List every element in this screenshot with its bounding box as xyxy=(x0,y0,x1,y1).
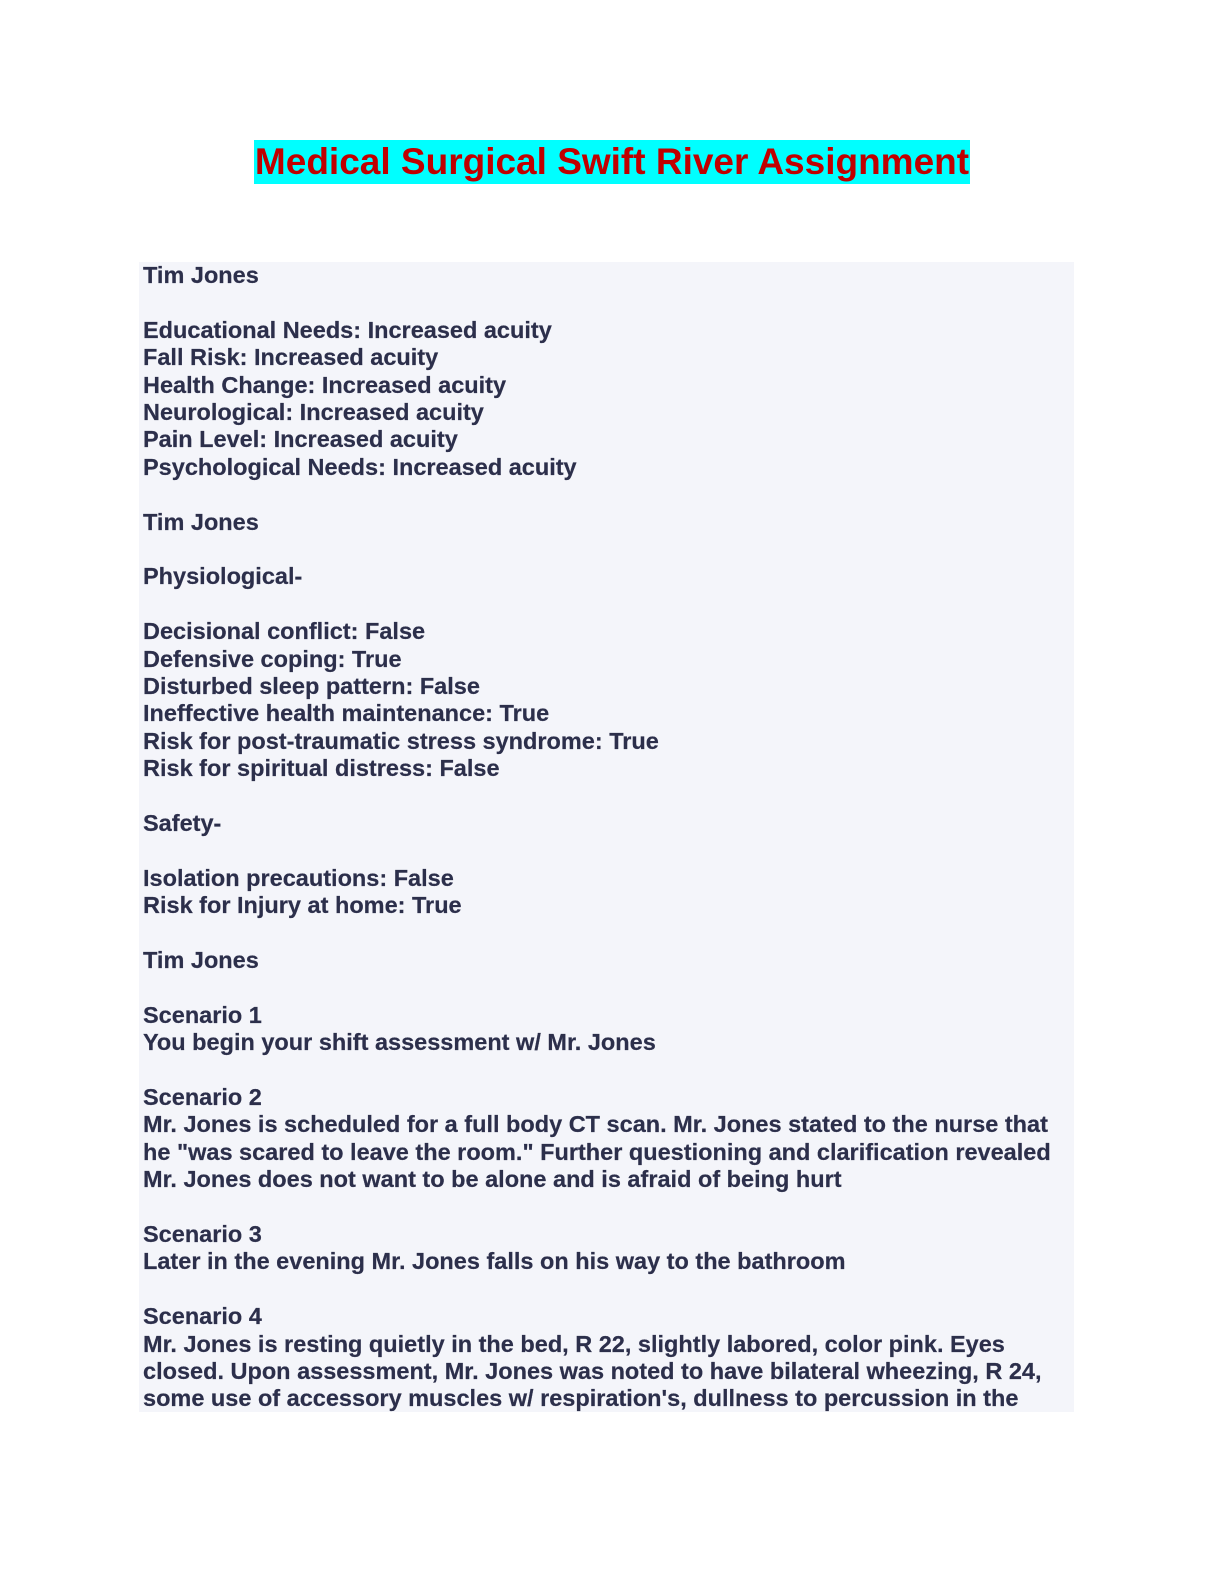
text-line: Disturbed sleep pattern: False xyxy=(143,673,480,700)
blank-line xyxy=(143,536,1074,563)
text-line: Scenario 2 xyxy=(143,1084,262,1111)
blank-line xyxy=(143,289,1074,316)
text-line: You begin your shift assessment w/ Mr. Jones xyxy=(143,1029,656,1056)
text-line: closed. Upon assessment, Mr. Jones was noted to have bilateral wheezing, R 24, xyxy=(143,1358,1042,1385)
text-line: Tim Jones xyxy=(143,508,259,535)
text-line: Tim Jones xyxy=(143,947,259,974)
text-line: Psychological Needs: Increased acuity xyxy=(143,453,577,480)
text-line: Risk for spiritual distress: False xyxy=(143,755,500,782)
blank-line xyxy=(143,1194,1074,1221)
text-line: Safety- xyxy=(143,810,222,837)
text-line: Isolation precautions: False xyxy=(143,864,454,891)
text-line: Decisional conflict: False xyxy=(143,618,426,645)
text-line: he "was scared to leave the room." Further questioning and clarification revealed xyxy=(143,1138,1051,1165)
document-body xyxy=(139,262,1074,1412)
blank-line xyxy=(143,1276,1074,1303)
blank-line xyxy=(143,837,1074,864)
blank-line xyxy=(143,1057,1074,1084)
text-line: Mr. Jones is scheduled for a full body CT scan. Mr. Jones stated to the nurse that xyxy=(143,1111,1048,1138)
text-line: Physiological- xyxy=(143,563,303,590)
text-line: Health Change: Increased acuity xyxy=(143,371,507,398)
text-line: Risk for post-traumatic stress syndrome: True xyxy=(143,727,659,754)
text-line: Later in the evening Mr. Jones falls on his way to the bathroom xyxy=(143,1248,846,1275)
text-line: Ineffective health maintenance: True xyxy=(143,700,550,727)
document-title: Medical Surgical Swift River Assignment xyxy=(254,141,970,182)
text-line: Tim Jones xyxy=(143,262,259,288)
text-line: Scenario 1 xyxy=(143,1001,262,1028)
text-line: Educational Needs: Increased acuity xyxy=(143,316,552,343)
text-line: Risk for Injury at home: True xyxy=(143,892,462,919)
text-line: Pain Level: Increased acuity xyxy=(143,426,458,453)
text-line: Fall Risk: Increased acuity xyxy=(143,344,439,371)
blank-line xyxy=(143,783,1074,810)
text-line: Scenario 4 xyxy=(143,1303,262,1330)
blank-line xyxy=(143,920,1074,947)
blank-line xyxy=(143,974,1074,1001)
text-line: Neurological: Increased acuity xyxy=(143,399,484,426)
body-text xyxy=(139,262,1074,1412)
text-line: some use of accessory muscles w/ respiration's, dullness to percussion in the xyxy=(143,1385,1019,1412)
text-line: Mr. Jones does not want to be alone and is afraid of being hurt xyxy=(143,1166,842,1193)
text-line: Defensive coping: True xyxy=(143,645,402,672)
blank-line xyxy=(143,591,1074,618)
text-line: Scenario 3 xyxy=(143,1221,262,1248)
blank-line xyxy=(143,481,1074,508)
title-container xyxy=(0,140,1224,184)
text-line: Mr. Jones is resting quietly in the bed, R 22, slightly labored, color pink. Eyes xyxy=(143,1330,1005,1357)
